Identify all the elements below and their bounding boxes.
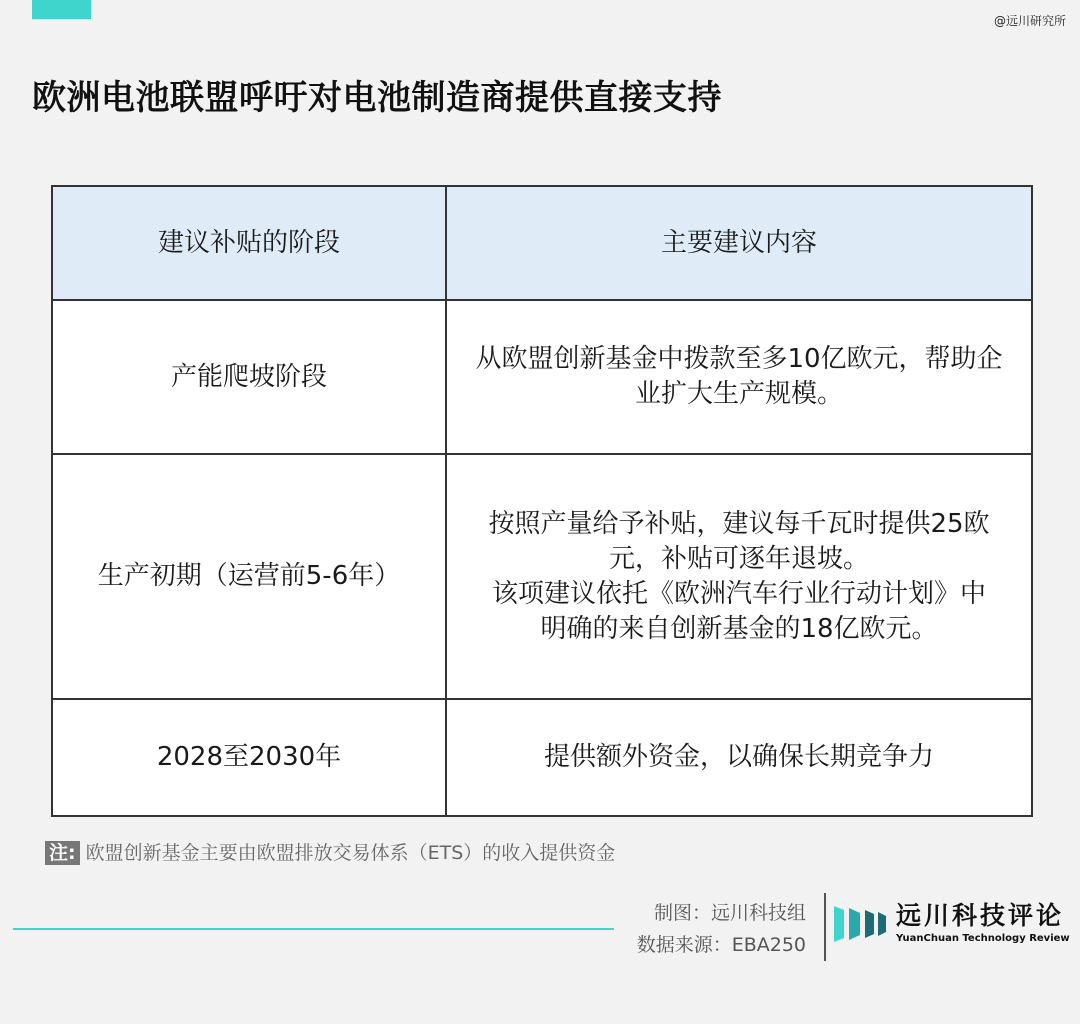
watermark: @远川研究所 xyxy=(993,14,1066,28)
table-cell-content xyxy=(446,699,1032,816)
credits-divider xyxy=(824,893,826,961)
credit-source: 数据来源：EBA250 xyxy=(636,934,806,956)
brand-name-cn: 远川科技评论 xyxy=(896,901,1065,930)
content-line: 元，补贴可逐年退坡。 xyxy=(608,543,869,574)
credits xyxy=(637,897,806,961)
brand xyxy=(896,902,1070,944)
yuanchuan-logo-icon xyxy=(832,900,890,948)
brand-name-en: YuanChuan Technology Review xyxy=(896,933,1070,944)
credit-made-by: 制图：远川科技组 xyxy=(653,902,806,924)
table-row xyxy=(52,699,1032,816)
table-row xyxy=(52,454,1032,699)
table-cell-stage: 产能爬坡阶段 xyxy=(52,300,446,454)
content-line: 提供额外资金，以确保长期竞争力 xyxy=(543,742,934,772)
content-line: 明确的来自创新基金的18亿欧元。 xyxy=(540,613,938,644)
table-header-row xyxy=(52,186,1032,300)
footnote-text: 欧盟创新基金主要由欧盟排放交易体系（ETS）的收入提供资金 xyxy=(85,842,616,864)
table-row xyxy=(52,300,1032,454)
subsidy-table xyxy=(51,185,1033,817)
table-cell-stage: 2028至2030年 xyxy=(52,699,446,816)
content-line: 该项建议依托《欧洲汽车行业行动计划》中 xyxy=(491,578,986,609)
bottom-accent-line xyxy=(13,928,614,930)
content-line: 从欧盟创新基金中拨款至多10亿欧元，帮助企 xyxy=(475,344,1003,374)
table-cell-content xyxy=(446,300,1032,454)
page-title: 欧洲电池联盟呼吁对电池制造商提供直接支持 xyxy=(32,78,722,118)
table-cell-stage: 生产初期（运营前5-6年） xyxy=(52,454,446,699)
footnote-tag: 注: xyxy=(45,841,80,865)
table-header-content: 主要建议内容 xyxy=(446,186,1032,300)
top-accent-bar xyxy=(32,0,91,19)
content-line: 按照产量给予补贴，建议每千瓦时提供25欧 xyxy=(488,508,990,539)
content-line: 业扩大生产规模。 xyxy=(634,379,843,409)
table-cell-content xyxy=(446,454,1032,699)
table-header-stage: 建议补贴的阶段 xyxy=(52,186,446,300)
footnote xyxy=(45,838,615,865)
